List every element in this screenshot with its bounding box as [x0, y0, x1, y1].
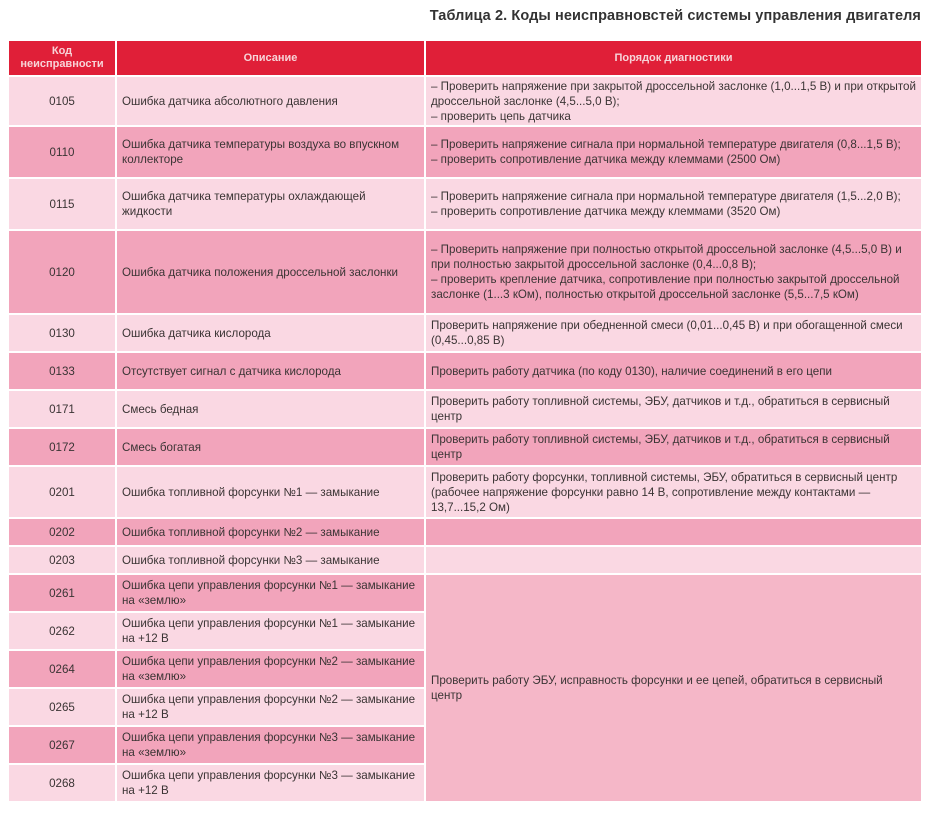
fault-code: 0105: [8, 76, 116, 126]
fault-code: 0133: [8, 352, 116, 390]
fault-code: 0261: [8, 574, 116, 612]
diagnostic-step: – Проверить напряжение при закрытой дроссельной заслонке (1,0...1,5 В) и при открытой дроссельной заслонке (4,5...5,0 В);: [431, 79, 916, 108]
diagnostic-procedure: [425, 390, 922, 428]
diagnostic-step: – проверить сопротивление датчика между клеммами (2500 Ом): [431, 153, 781, 166]
table-row: [8, 230, 922, 314]
table-row: [8, 546, 922, 574]
table-row: [8, 178, 922, 230]
fault-code: 0201: [8, 466, 116, 518]
table-row: [8, 126, 922, 178]
diagnostic-step: – проверить сопротивление датчика между клеммами (3520 Ом): [431, 205, 781, 218]
header-diagnostics: Порядок диагностики: [425, 40, 922, 76]
table-title: Таблица 2. Коды неисправновстей системы управления двигателя: [429, 8, 921, 24]
diagnostic-step: Проверить работу топливной системы, ЭБУ, датчиков и т.д., обратиться в сервисный центр: [431, 395, 890, 423]
fault-code: 0171: [8, 390, 116, 428]
header-code-line2: неисправности: [20, 58, 104, 70]
table-row: [8, 574, 922, 612]
diagnostic-step: Проверить работу форсунки, топливной системы, ЭБУ, обратиться в сервисный центр (рабочее напряжение форсунки равно 14 В, сопротивление между контактами — 13,7...15,2 Ом): [431, 470, 898, 514]
table-row: [8, 352, 922, 390]
fault-description: Ошибка цепи управления форсунки №2 — замыкание на «землю»: [116, 650, 425, 688]
fault-description: Ошибка датчика положения дроссельной заслонки: [116, 230, 425, 314]
diagnostic-step: – Проверить напряжение при полностью открытой дроссельной заслонке (4,5...5,0 В) и при полностью закрытой дроссельной заслонке (0,4...0,8 В);: [431, 243, 902, 271]
diagnostic-step: – Проверить напряжение сигнала при нормальной температуре двигателя (1,5...2,0 В);: [431, 190, 901, 203]
fault-description: Ошибка цепи управления форсунки №1 — замыкание на «землю»: [116, 574, 425, 612]
fault-code: 0268: [8, 764, 116, 802]
diagnostic-step: – проверить крепление датчика, сопротивление при полностью закрытой дроссельной заслонке (1...3 кОм), полностью открытой дроссельной заслонке (5,5...7,5 кОм): [431, 273, 900, 301]
diagnostic-procedure: [425, 178, 922, 230]
fault-code: 0130: [8, 314, 116, 352]
fault-code: 0110: [8, 126, 116, 178]
fault-code: 0172: [8, 428, 116, 466]
diagnostic-procedure: [425, 352, 922, 390]
diagnostic-procedure: [425, 428, 922, 466]
header-description: Описание: [116, 40, 425, 76]
diagnostic-procedure: [425, 518, 922, 546]
header-code-line1: Код: [51, 45, 73, 57]
fault-description: Ошибка датчика температуры охлаждающей жидкости: [116, 178, 425, 230]
fault-code: 0120: [8, 230, 116, 314]
diagnostic-procedure: [425, 314, 922, 352]
diagnostic-step: Проверить напряжение при обедненной смеси (0,01...0,45 В) и при обогащенной смеси (0,45...0,85 В): [431, 319, 903, 347]
fault-description: Ошибка топливной форсунки №1 — замыкание: [116, 466, 425, 518]
diagnostic-step: – проверить цепь датчика: [431, 109, 571, 123]
fault-code: 0265: [8, 688, 116, 726]
diagnostic-procedure-empty: [425, 546, 922, 574]
diagnostic-procedure: [425, 466, 922, 518]
table-row: [8, 76, 922, 126]
table-row: [8, 466, 922, 518]
fault-description: Ошибка датчика температуры воздуха во впускном коллекторе: [116, 126, 425, 178]
table-body: [8, 76, 922, 802]
table-row: [8, 428, 922, 466]
fault-description: Ошибка топливной форсунки №2 — замыкание: [116, 518, 425, 546]
fault-code: 0115: [8, 178, 116, 230]
table-row: [8, 518, 922, 546]
diagnostic-procedure: [425, 126, 922, 178]
fault-description: Ошибка цепи управления форсунки №2 — замыкание на +12 В: [116, 688, 425, 726]
diagnostic-procedure-merged: Проверить работу ЭБУ, исправность форсунки и ее цепей, обратиться в сервисный центр: [425, 574, 922, 802]
fault-code: 0203: [8, 546, 116, 574]
fault-description: Ошибка топливной форсунки №3 — замыкание: [116, 546, 425, 574]
diagnostic-step: – Проверить напряжение сигнала при нормальной температуре двигателя (0,8...1,5 В);: [431, 138, 901, 151]
fault-code: 0264: [8, 650, 116, 688]
diagnostic-step: Проверить работу топливной системы, ЭБУ, датчиков и т.д., обратиться в сервисный центр: [431, 433, 890, 461]
fault-description: Ошибка датчика кислорода: [116, 314, 425, 352]
diagnostic-procedure: [425, 76, 922, 126]
fault-code: 0262: [8, 612, 116, 650]
diagnostic-procedure: [425, 230, 922, 314]
diagnostic-step: Проверить работу датчика (по коду 0130), наличие соединений в его цепи: [431, 364, 832, 378]
table-row: [8, 314, 922, 352]
fault-codes-table: [7, 39, 923, 803]
fault-description: Ошибка датчика абсолютного давления: [116, 76, 425, 126]
fault-description: Смесь бедная: [116, 390, 425, 428]
fault-description: Смесь богатая: [116, 428, 425, 466]
fault-description: Отсутствует сигнал с датчика кислорода: [116, 352, 425, 390]
table-row: [8, 390, 922, 428]
fault-description: Ошибка цепи управления форсунки №3 — замыкание на +12 В: [116, 764, 425, 802]
fault-description: Ошибка цепи управления форсунки №3 — замыкание на «землю»: [116, 726, 425, 764]
header-code: [8, 40, 116, 76]
fault-description: Ошибка цепи управления форсунки №1 — замыкание на +12 В: [116, 612, 425, 650]
table-header-row: [8, 40, 922, 76]
fault-code: 0202: [8, 518, 116, 546]
fault-code: 0267: [8, 726, 116, 764]
